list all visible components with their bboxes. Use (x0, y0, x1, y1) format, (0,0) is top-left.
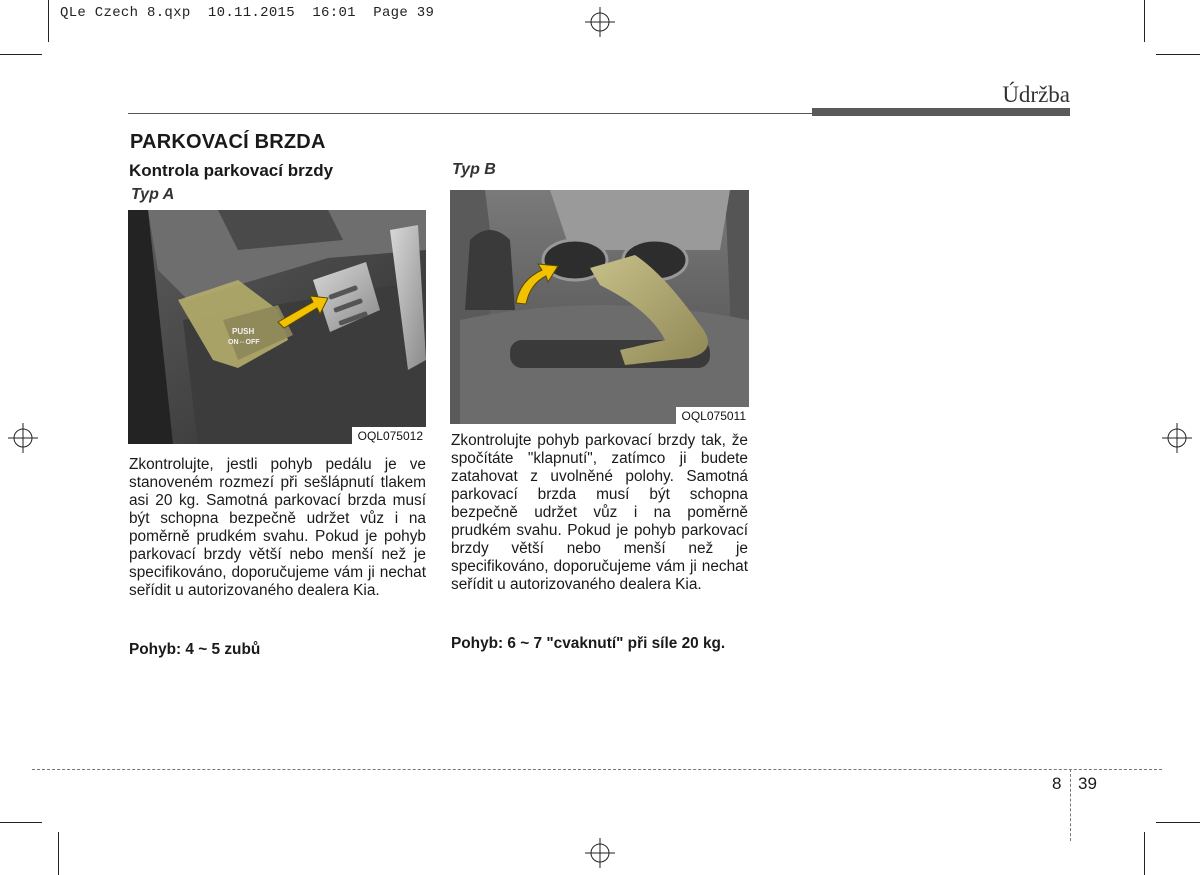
chapter-number: 8 (1052, 774, 1062, 793)
print-slug: QLe Czech 8.qxp 10.11.2015 16:01 Page 39 (60, 5, 435, 21)
crop-mark (0, 822, 42, 823)
crop-mark (48, 0, 49, 42)
crop-mark (58, 832, 59, 875)
registration-mark-icon (1162, 423, 1192, 453)
pedal-push-label: PUSH (232, 327, 255, 336)
pedal-onoff-label: ON⇔OFF (228, 339, 260, 346)
type-b-body-text: Zkontrolujte pohyb parkovací brzdy tak, že spočítáte "klapnutí", zatímco ji budete zatahovat z uvolněné polohy. Samotná parkovací brzda musí být schopna bezpečně udržet vůz i na poměrně prudkém svahu. Pokud je pohyb parkovací brzdy větší nebo menší než je specifikováno, doporučujeme vám ji nechat seřídit u autorizovaného dealera Kia. (451, 432, 748, 593)
subsection-title: Kontrola parkovací brzdy (129, 161, 334, 180)
lever-illustration (450, 190, 749, 424)
page-number: 39 (1078, 774, 1097, 793)
type-a-body-text: Zkontrolujte, jestli pohyb pedálu je ve stanoveném rozmezí při sešlápnutí tlakem asi 20 kg. Samotná parkovací brzda musí být schopna bezpečně udržet vůz i na poměrně prudkém svahu. Pokud je pohyb parkovací brzdy větší nebo menší než je specifikováno, doporučujeme vám ji nechat seřídit u autorizovaného dealera Kia. (129, 456, 426, 599)
registration-mark-icon (585, 838, 615, 868)
type-b-label: Typ B (452, 161, 496, 178)
pedal-illustration (128, 210, 426, 444)
registration-mark-icon (8, 423, 38, 453)
figure-code: OQL075011 (676, 407, 750, 424)
crop-mark (0, 54, 42, 55)
crop-mark (1156, 54, 1200, 55)
figure-type-b (450, 190, 749, 424)
header-rule (128, 113, 812, 114)
figure-code: OQL075012 (352, 427, 426, 444)
type-a-spec: Pohyb: 4 ~ 5 zubů (129, 641, 261, 658)
footer-rule (32, 769, 1162, 770)
crop-mark (1144, 832, 1145, 875)
type-b-spec: Pohyb: 6 ~ 7 "cvaknutí" při síle 20 kg. (451, 635, 726, 652)
footer-divider (1070, 769, 1071, 841)
crop-mark (1156, 822, 1200, 823)
type-a-label: Typ A (131, 186, 175, 203)
chapter-title: Údržba (1002, 82, 1070, 107)
header-rule-bar (812, 108, 1070, 116)
section-title: PARKOVACÍ BRZDA (130, 131, 326, 153)
figure-type-a (128, 210, 426, 444)
crop-mark (1144, 0, 1145, 42)
registration-mark-icon (585, 7, 615, 37)
